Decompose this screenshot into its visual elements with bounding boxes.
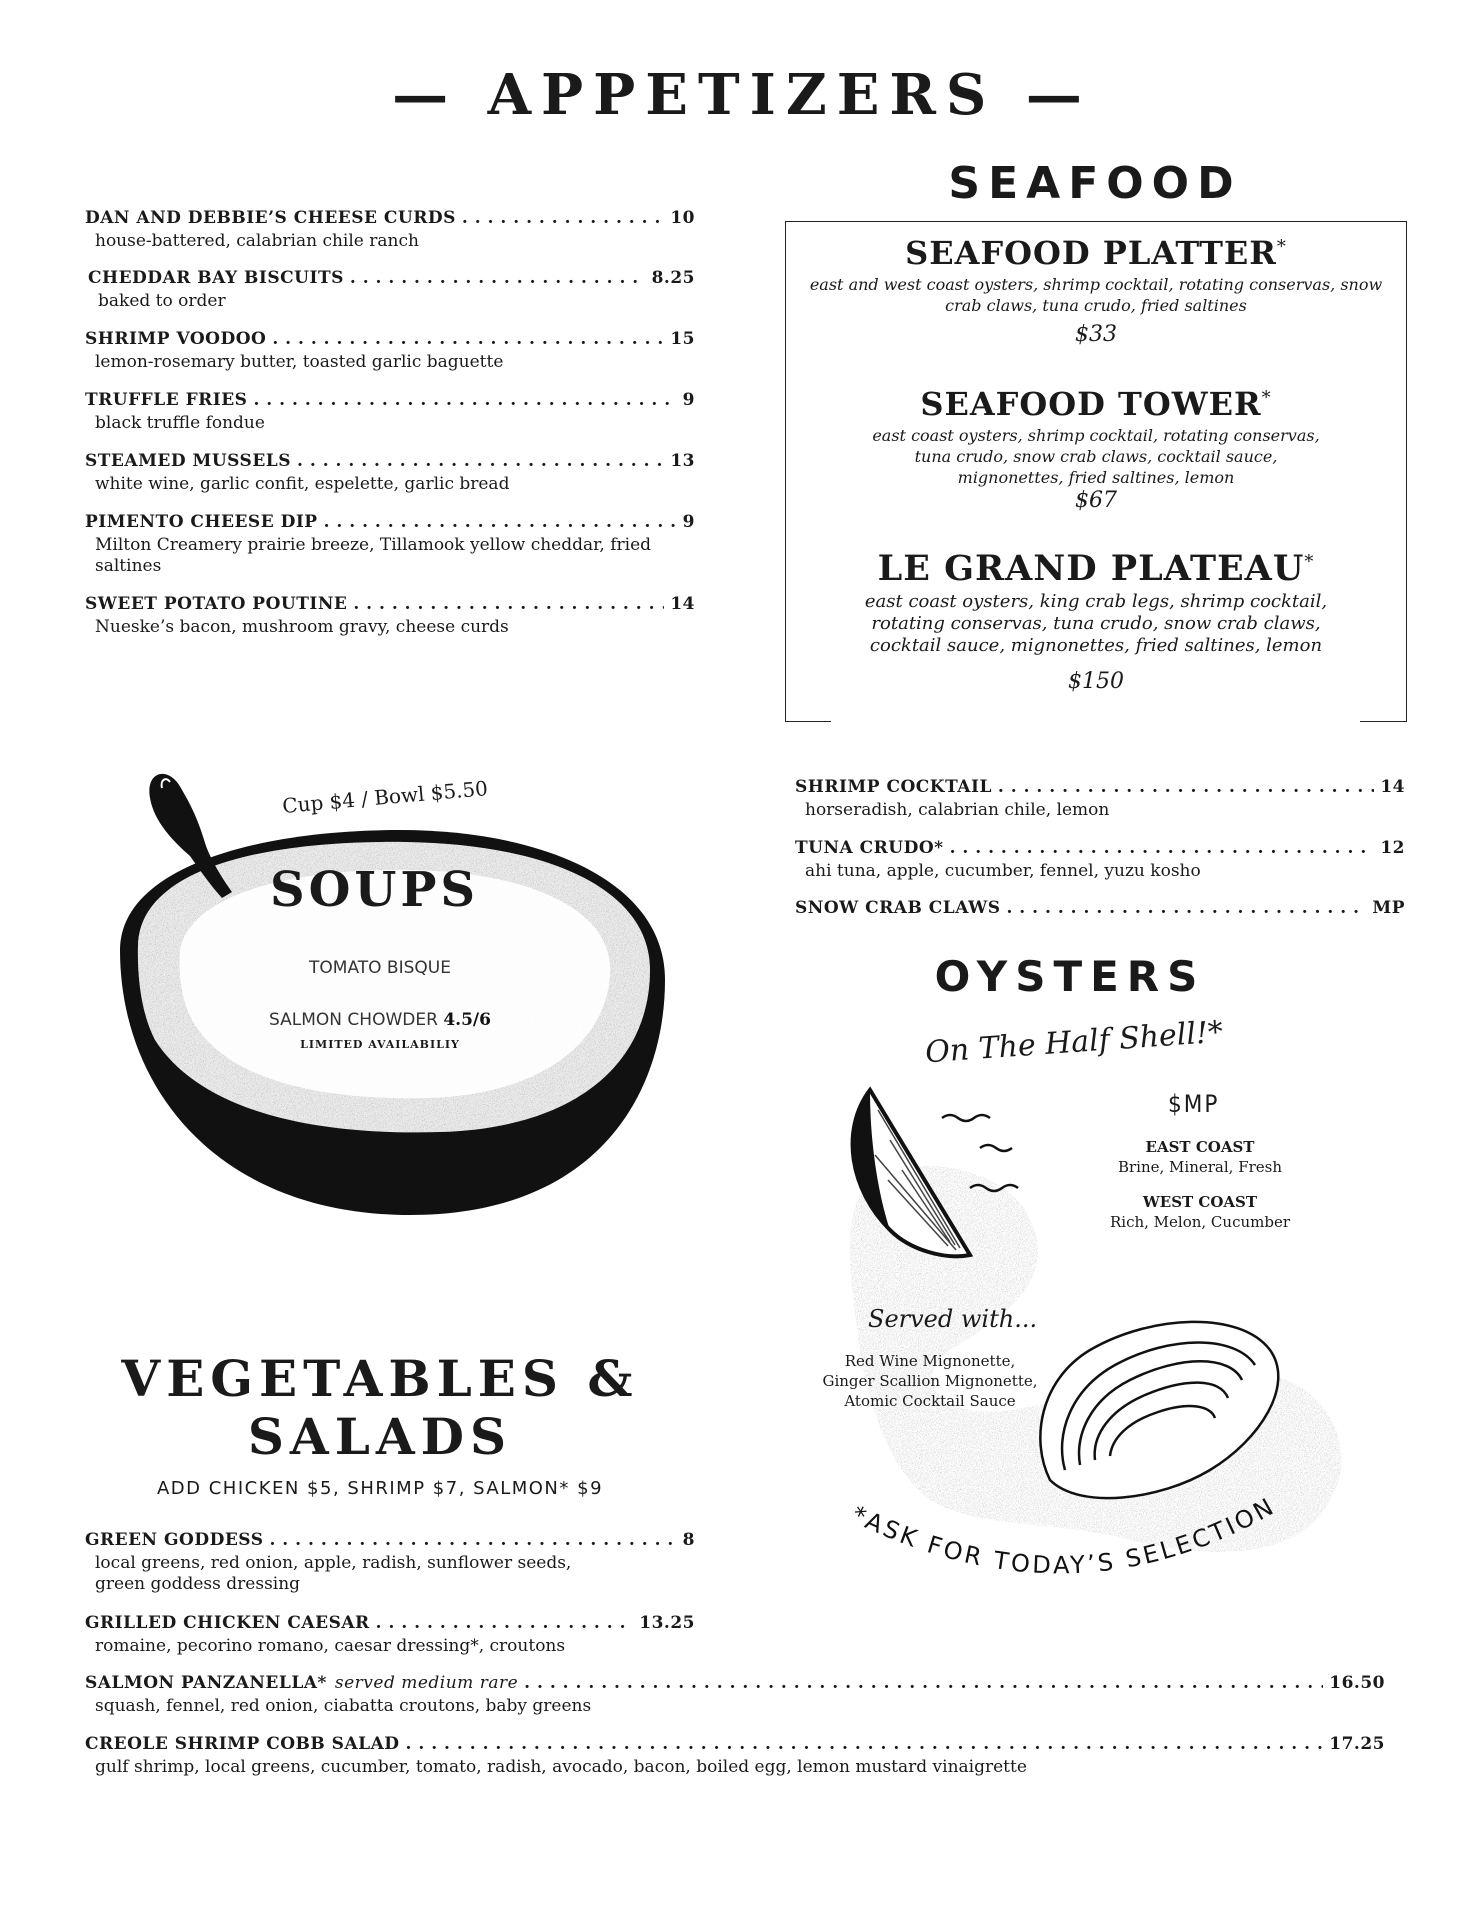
item-price: 8 bbox=[682, 1530, 695, 1550]
item-desc: house-battered, calabrian chile ranch bbox=[95, 231, 419, 251]
item-desc: Nueske’s bacon, mushroom gravy, cheese curds bbox=[95, 617, 509, 637]
item-name: SNOW CRAB CLAWS bbox=[795, 898, 1001, 918]
ask-selection-arc bbox=[820, 1450, 1340, 1630]
box-border bbox=[1360, 721, 1407, 722]
soups-title: SOUPS bbox=[270, 862, 480, 918]
item-name: SWEET POTATO POUTINE bbox=[85, 594, 348, 614]
oysters-title: OYSTERS bbox=[934, 952, 1206, 1001]
platter-price: $67 bbox=[1075, 488, 1117, 513]
platter-name: SEAFOOD PLATTER bbox=[905, 234, 1277, 272]
item-price: 8.25 bbox=[651, 268, 695, 288]
platter-mark: * bbox=[1304, 551, 1315, 573]
item-desc: gulf shrimp, local greens, cucumber, tomato, radish, avocado, bacon, boiled egg, lemon mustard vinaigrette bbox=[95, 1757, 1027, 1777]
item-price: 13 bbox=[670, 451, 695, 471]
east-coast-label: EAST COAST bbox=[1145, 1138, 1255, 1156]
soup-price: 4.5/6 bbox=[443, 1010, 491, 1030]
item-name: TRUFFLE FRIES bbox=[85, 390, 248, 410]
menu-item bbox=[795, 898, 1405, 918]
menu-item bbox=[85, 594, 695, 638]
served-item: Red Wine Mignonette, bbox=[844, 1352, 1016, 1370]
item-desc: white wine, garlic confit, espelette, garlic bread bbox=[95, 474, 510, 494]
platter-item bbox=[786, 385, 1406, 513]
menu-item bbox=[88, 268, 695, 312]
item-name: SALMON PANZANELLA* bbox=[85, 1673, 327, 1693]
item-price: MP bbox=[1372, 898, 1405, 918]
item-name: SHRIMP COCKTAIL bbox=[795, 777, 992, 797]
item-price: 12 bbox=[1380, 838, 1405, 858]
item-name: GRILLED CHICKEN CAESAR bbox=[85, 1613, 370, 1633]
box-border bbox=[785, 721, 831, 722]
salads-title-line: VEGETABLES & bbox=[121, 1349, 639, 1408]
ask-selection-text: *ASK FOR TODAY’S SELECTION bbox=[847, 1491, 1281, 1580]
item-name: SHRIMP VOODOO bbox=[85, 329, 267, 349]
menu-item bbox=[795, 777, 1405, 821]
served-with-label: Served with... bbox=[868, 1305, 1038, 1333]
item-name: CHEDDAR BAY BISCUITS bbox=[88, 268, 344, 288]
seafood-platter-box bbox=[785, 221, 1407, 722]
appetizers-title: — APPETIZERS — bbox=[392, 62, 1092, 128]
item-price: 14 bbox=[670, 594, 695, 614]
item-desc: romaine, pecorino romano, caesar dressing*, croutons bbox=[95, 1636, 566, 1656]
platter-name: SEAFOOD TOWER bbox=[920, 385, 1262, 423]
platter-desc: east and west coast oysters, shrimp cocktail, rotating conservas, snow crab claws, tuna crudo, fried saltines bbox=[809, 275, 1383, 315]
item-price: 15 bbox=[670, 329, 695, 349]
menu-item bbox=[85, 1530, 695, 1595]
platter-mark: * bbox=[1261, 387, 1272, 409]
soup-item bbox=[230, 1010, 530, 1030]
platter-name: LE GRAND PLATEAU bbox=[877, 548, 1305, 589]
item-desc: baked to order bbox=[98, 291, 226, 311]
menu-item bbox=[85, 451, 695, 495]
soup-pricing: Cup $4 / Bowl $5.50 bbox=[281, 776, 489, 818]
platter-mark: * bbox=[1276, 236, 1287, 258]
item-name: CREOLE SHRIMP COBB SALAD bbox=[85, 1734, 400, 1754]
salad-addons: ADD CHICKEN $5, SHRIMP $7, SALMON* $9 bbox=[156, 1478, 604, 1499]
west-coast-desc: Rich, Melon, Cucumber bbox=[1109, 1213, 1291, 1231]
platter-price: $150 bbox=[1068, 669, 1124, 694]
item-name: STEAMED MUSSELS bbox=[85, 451, 292, 471]
menu-item bbox=[85, 1673, 1385, 1717]
oysters-subtitle: On The Half Shell!* bbox=[924, 1014, 1225, 1071]
item-name: TUNA CRUDO* bbox=[795, 838, 944, 858]
item-desc: black truffle fondue bbox=[95, 413, 265, 433]
salads-title bbox=[60, 1350, 700, 1466]
item-desc: ahi tuna, apple, cucumber, fennel, yuzu kosho bbox=[805, 861, 1201, 881]
item-price: 13.25 bbox=[639, 1613, 695, 1633]
item-price: 9 bbox=[682, 390, 695, 410]
menu-item bbox=[85, 329, 695, 373]
oysters-price: $MP bbox=[1168, 1090, 1220, 1118]
menu-item bbox=[85, 512, 695, 577]
platter-item bbox=[786, 548, 1406, 694]
platter-desc: east coast oysters, king crab legs, shrimp cocktail, rotating conservas, tuna crudo, snow crab claws, cocktail sauce, mignonettes, fried saltines, lemon bbox=[864, 591, 1328, 656]
menu-item bbox=[85, 1613, 695, 1657]
seafood-title: SEAFOOD bbox=[948, 158, 1242, 209]
menu-item bbox=[85, 390, 695, 434]
soup-item: TOMATO BISQUE bbox=[309, 958, 451, 978]
item-name: GREEN GODDESS bbox=[85, 1530, 264, 1550]
svg-text:*ASK FOR TODAY’S SELECTION bbox=[847, 1492, 1280, 1580]
east-coast-desc: Brine, Mineral, Fresh bbox=[1117, 1158, 1283, 1176]
item-price: 16.50 bbox=[1329, 1673, 1385, 1693]
soup-name: SALMON CHOWDER bbox=[269, 1010, 438, 1030]
salads-title-line: SALADS bbox=[247, 1407, 513, 1466]
item-price: 9 bbox=[682, 512, 695, 532]
platter-item bbox=[786, 234, 1406, 347]
item-note: served medium rare bbox=[334, 1673, 519, 1693]
soup-note: LIMITED AVAILABILIY bbox=[300, 1038, 460, 1051]
item-desc: local greens, red onion, apple, radish, sunflower seeds, green goddess dressing bbox=[95, 1553, 572, 1594]
item-desc: squash, fennel, red onion, ciabatta croutons, baby greens bbox=[95, 1696, 592, 1716]
item-price: 17.25 bbox=[1329, 1734, 1385, 1754]
platter-desc: east coast oysters, shrimp cocktail, rotating conservas, tuna crudo, snow crab claws, cocktail sauce, mignonettes, fried saltines, lemon bbox=[872, 426, 1320, 487]
soup-bowl-illustration bbox=[110, 760, 680, 1240]
item-desc: lemon-rosemary butter, toasted garlic baguette bbox=[95, 352, 504, 372]
west-coast-label: WEST COAST bbox=[1142, 1193, 1258, 1211]
item-price: 10 bbox=[670, 208, 695, 228]
item-desc: Milton Creamery prairie breeze, Tillamook yellow cheddar, fried saltines bbox=[95, 535, 652, 576]
menu-item bbox=[85, 208, 695, 252]
menu-item bbox=[85, 1734, 1385, 1778]
served-item: Ginger Scallion Mignonette, bbox=[822, 1372, 1038, 1390]
item-desc: horseradish, calabrian chile, lemon bbox=[805, 800, 1110, 820]
served-item: Atomic Cocktail Sauce bbox=[844, 1392, 1016, 1410]
platter-price: $33 bbox=[1075, 322, 1117, 347]
menu-item bbox=[795, 838, 1405, 882]
item-name: DAN AND DEBBIE’S CHEESE CURDS bbox=[85, 208, 456, 228]
item-price: 14 bbox=[1380, 777, 1405, 797]
item-name: PIMENTO CHEESE DIP bbox=[85, 512, 318, 532]
